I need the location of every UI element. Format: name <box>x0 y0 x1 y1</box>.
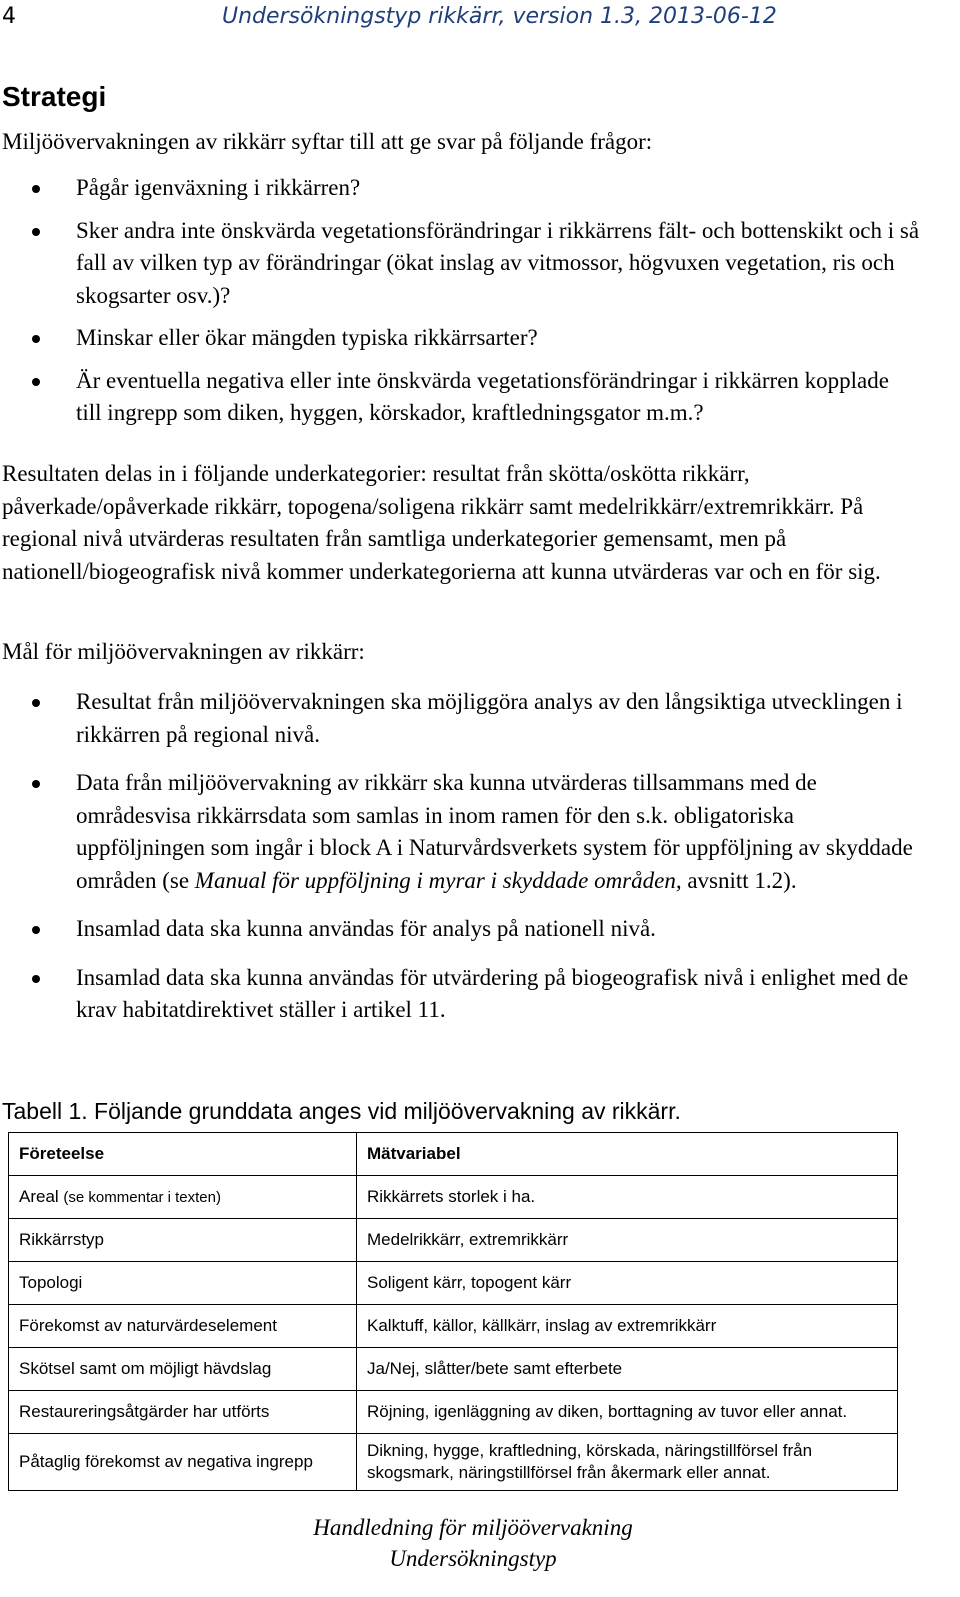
list-item-text: Insamlad data ska kunna användas för utvärdering på biogeografisk nivå i enlighet med de krav habitatdirektivet ställer i artikel 11. <box>76 964 909 1022</box>
page-footer <box>0 1512 946 1574</box>
list-item <box>0 962 920 1027</box>
table-cell: Restaureringsåtgärder har utförts <box>9 1391 357 1434</box>
running-title: Undersökningstyp rikkärr, version 1.3, 2013-06-12 <box>222 4 777 29</box>
table-cell: Soligent kärr, topogent kärr <box>357 1262 898 1305</box>
table-cell: Dikning, hygge, kraftledning, körskada, näringstillförsel från skogsmark, näringstillförsel från åkermark eller annat. <box>357 1434 898 1491</box>
bullet-icon <box>32 699 40 707</box>
list-item <box>0 172 920 205</box>
list-item <box>0 767 920 897</box>
cell-note: (se kommentar i texten) <box>63 1188 221 1206</box>
bullet-icon <box>32 780 40 788</box>
question-list <box>0 172 920 430</box>
page-header <box>0 2 960 32</box>
table-row <box>9 1219 898 1262</box>
footer-line: Handledning för miljöövervakning <box>313 1515 633 1540</box>
bullet-icon <box>32 335 40 343</box>
table-header-row <box>9 1133 898 1176</box>
column-header: Företeelse <box>9 1133 357 1176</box>
list-item <box>0 686 920 751</box>
list-item <box>0 913 920 946</box>
table-cell: Medelrikkärr, extremrikkärr <box>357 1219 898 1262</box>
table-cell: Förekomst av naturvärdeselement <box>9 1305 357 1348</box>
list-item-text: Är eventuella negativa eller inte önskvärda vegetationsförändringar i rikkärren kopplade till ingrepp som diken, hyggen, körskador, kraftledningsgator m.m.? <box>76 367 889 425</box>
footer-line: Undersökningstyp <box>389 1546 557 1571</box>
table-row <box>9 1176 898 1219</box>
goals-list <box>0 686 920 1027</box>
goal-text-end: avsnitt 1.2). <box>681 867 797 893</box>
table-row <box>9 1305 898 1348</box>
table-row <box>9 1434 898 1491</box>
bullet-icon <box>32 185 40 193</box>
cell-main-text: Areal <box>19 1186 59 1206</box>
list-item-text: Minskar eller ökar mängden typiska rikkärrsarter? <box>76 325 538 350</box>
table-row <box>9 1348 898 1391</box>
manual-title: Manual för uppföljning i myrar i skyddade områden, <box>194 867 682 893</box>
table-row <box>9 1262 898 1305</box>
section-heading: Strategi <box>2 81 107 112</box>
list-item-text: Insamlad data ska kunna användas för analys på nationell nivå. <box>76 916 656 941</box>
table-cell: Topologi <box>9 1262 357 1305</box>
table-cell <box>9 1176 357 1219</box>
bullet-icon <box>32 228 40 236</box>
table-row <box>9 1391 898 1434</box>
intro-paragraph: Miljöövervakningen av rikkärr syftar till att ge svar på följande frågor: <box>2 129 653 154</box>
goal-text-start: Data från miljöövervakning av rikkärr ska kunna utvärderas tillsammans med de områdesvisa rikkärrsdata som samlas in inom ramen för den s.k. obligatoriska uppföljningen som ingår i block A i Naturvårdsverkets system för uppföljning av skyddade områden (se <box>76 770 913 893</box>
table-caption: Tabell 1. Följande grunddata anges vid miljöövervakning av rikkärr. <box>2 1098 681 1124</box>
list-item-text: Pågår igenväxning i rikkärren? <box>76 175 361 200</box>
page-number: 4 <box>2 4 16 29</box>
table-cell: Rikkärrets storlek i ha. <box>357 1176 898 1219</box>
bullet-icon <box>32 926 40 934</box>
list-item <box>0 322 920 355</box>
table-cell: Skötsel samt om möjligt hävdslag <box>9 1348 357 1391</box>
table-cell: Rikkärrstyp <box>9 1219 357 1262</box>
table-cell: Påtaglig förekomst av negativa ingrepp <box>9 1434 357 1491</box>
list-item-text <box>76 770 913 893</box>
list-item-text: Resultat från miljöövervakningen ska möjliggöra analys av den långsiktiga utvecklingen i rikkärren på regional nivå. <box>76 689 903 747</box>
column-header: Mätvariabel <box>357 1133 898 1176</box>
list-item <box>0 365 920 430</box>
table-cell: Röjning, igenläggning av diken, borttagning av tuvor eller annat. <box>357 1391 898 1434</box>
results-paragraph: Resultaten delas in i följande underkategorier: resultat från skötta/oskötta rikkärr, påverkade/opåverkade rikkärr, topogena/soligena rikkärr samt medelrikkärr/extremrikkärr. På regional nivå utvärderas resultaten från samtliga underkategorier gemensamt, men på nationell/biogeografisk nivå kommer underkategorierna att kunna utvärderas var och en för sig. <box>2 461 881 584</box>
goals-heading: Mål för miljöövervakningen av rikkärr: <box>2 639 365 664</box>
list-item-text: Sker andra inte önskvärda vegetationsförändringar i rikkärrens fält- och bottenskikt och i så fall av vilken typ av förändringar (ökat inslag av vitmossor, högvuxen vegetation, ris och skogsarter osv.)? <box>76 217 920 308</box>
table-cell: Ja/Nej, slåtter/bete samt efterbete <box>357 1348 898 1391</box>
bullet-icon <box>32 975 40 983</box>
list-item <box>0 215 920 313</box>
bullet-icon <box>32 378 40 386</box>
data-table <box>8 1132 898 1491</box>
table-cell: Kalktuff, källor, källkärr, inslag av extremrikkärr <box>357 1305 898 1348</box>
